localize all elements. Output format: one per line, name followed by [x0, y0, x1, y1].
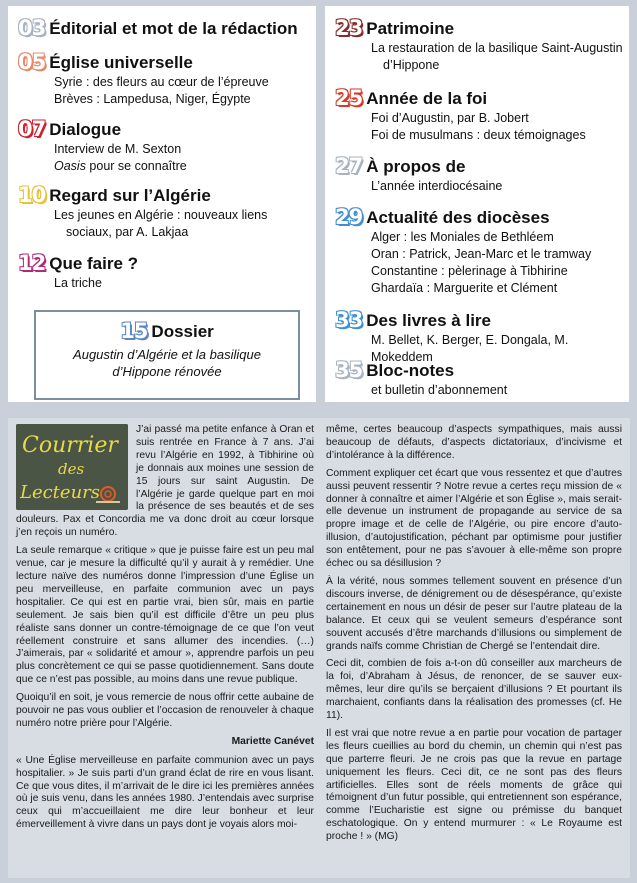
oasis-title: Oasis — [54, 159, 86, 173]
toc-entry-eglise[interactable] — [18, 50, 310, 108]
section-subtitle: Alger : les Moniales de Bethléem — [371, 230, 554, 244]
section-subtitle: La restauration de la basilique Saint-Augustin — [371, 41, 623, 55]
letter-paragraph: même, certes beaucoup d’aspects sympathiques, mais aussi beaucoup de défauts, d’aspects dictatoriaux, d’incivisme et d’intolérance à la différence. — [326, 424, 622, 461]
section-title: Des livres à lire — [366, 311, 491, 330]
toc-entry-patrimoine[interactable] — [335, 16, 623, 74]
letter-paragraph: Quoiqu’il en soit, je vous remercie de nous offrir cette aubaine de pouvoir ne pas vous oublier et l’occasion de renouveler à chaque numéro notre prière pour l’Algérie. — [16, 692, 314, 729]
page-number: 07 — [18, 117, 46, 141]
section-title: Dialogue — [49, 120, 122, 139]
section-title: Église universelle — [49, 53, 193, 72]
section-subtitle: La triche — [54, 276, 102, 290]
section-title: Année de la foi — [366, 89, 488, 108]
section-subtitle: d’Hippone — [383, 58, 440, 72]
dossier-box[interactable] — [34, 310, 300, 400]
logo-line2: des — [58, 460, 85, 478]
logo-line3: Lecteurs — [20, 482, 101, 503]
dossier-subtitle — [36, 346, 298, 380]
toc-entry-que-faire[interactable] — [18, 251, 310, 292]
page-number: 15 — [120, 319, 148, 343]
page-number: 12 — [18, 251, 46, 275]
section-subtitle: L’année interdiocésaine — [371, 179, 503, 193]
section-subtitle: Foi de musulmans : deux témoignages — [371, 128, 586, 142]
section-subtitle — [18, 158, 310, 175]
page-number: 33 — [335, 308, 363, 332]
courrier-des-lecteurs-logo — [16, 424, 128, 510]
section-title: Éditorial et mot de la rédaction — [49, 19, 298, 38]
page-number: 25 — [335, 86, 363, 110]
section-title: Bloc-notes — [366, 361, 455, 380]
letter-signature: Mariette Canévet — [231, 735, 314, 747]
letter-paragraph: Il est vrai que notre revue a en partie pour vocation de partager les fleurs cueillies au bord du chemin, un chemin qui n’est pas que parterre fleuri. Je ne crois pas que la revue en partage uniquement les fleurs. Ceci dit, ce ne sont pas des fleurs artificielles. Elles sont de réels moments de grâce qui témoignent d’un futur possible, qui entretiennent son espérance, comme l’Eucharistie est signe ou prémisse du banquet eschatologique. On y entend murmurer : « Le Royaume est proche ! » (MG) — [326, 727, 622, 843]
logo-artwork — [16, 424, 128, 510]
section-subtitle: M. Bellet, K. Berger, E. Dongala, M. Mokeddem — [371, 333, 569, 364]
toc-entry-dialogue[interactable] — [18, 117, 310, 175]
page-number: 10 — [18, 183, 46, 207]
dossier-title: Dossier — [151, 322, 214, 341]
page-number: 23 — [335, 16, 363, 40]
toc-left-column — [8, 6, 316, 402]
toc-entry-annee-foi[interactable] — [335, 86, 623, 144]
letter-paragraph: Comment expliquer cet écart que vous ressentez et que d’autres aussi peuvent ressentir ? Notre revue a certes reçu mission de « donner à connaître et aimer l’Algérie et son Église », mais serait-elle devenue un instrument de propagande au service de sa propre image et de celle de l’Algérie, ou pire encore d’auto-illusion, d’autojustification, péchant par optimisme pour justifier son entêtement, pour ne pas s’avouer à elle-même son propre échec ou sa désillusion ? — [326, 467, 622, 570]
letters-column-left — [16, 424, 314, 837]
page-number: 03 — [18, 16, 46, 40]
section-subtitle: Foi d’Augustin, par B. Jobert — [371, 111, 529, 125]
section-title: Regard sur l’Algérie — [49, 186, 211, 205]
toc-entry-a-propos[interactable] — [335, 154, 623, 195]
toc-entry-regard[interactable] — [18, 183, 310, 241]
section-subtitle: Les jeunes en Algérie : nouveaux liens — [54, 208, 268, 222]
dossier-subtitle-line2: d’Hippone rénovée — [112, 364, 222, 379]
section-subtitle: Syrie : des fleurs au cœur de l’épreuve — [54, 75, 269, 89]
letters-column-right — [326, 424, 622, 849]
section-subtitle: sociaux, par A. Lakjaa — [66, 225, 189, 239]
page-number: 35 — [335, 358, 363, 382]
section-title: Que faire ? — [49, 254, 139, 273]
section-subtitle: Oran : Patrick, Jean-Marc et le tramway — [371, 247, 592, 261]
dossier-subtitle-line1: Augustin d’Algérie et la basilique — [73, 347, 261, 362]
section-title: Actualité des diocèses — [366, 208, 550, 227]
section-title: À propos de — [366, 157, 466, 176]
section-subtitle-rest: pour se connaître — [85, 159, 187, 173]
letter-paragraph: La seule remarque « critique » que je puisse faire est un peu mal venue, car je mesure la difficulté qu’il y aurait à y remédier. Une lecture naïve des numéros donne l’impression d’une Église un peu merveilleuse, en parfaite communion avec un pays hospitalier. Ce qui est en partie vrai, bien sûr, mais en partie seulement. Je sais bien qu’il est difficile d’être un peu plus réaliste sans donner un contre-témoignage de ce que l’on veut réellement construire et sans allumer des incendies. (…) J’aimerais, par « solidarité et amour », apprendre parfois un peu plus concrètement ce qui se passe quotidiennement. Sans doute que ce n’est pas possible, au moins dans une revue publique. — [16, 545, 314, 686]
letter-paragraph: À la vérité, nous sommes tellement souvent en présence d’un discours inverse, de dénigrement ou de désespérance, qu’existe certainement en nous un désir de peser sur l’autre plateau de la balance. Et ceux qui se veulent semeurs d’espérance sont souvent accusés d’être marchands d’illusions ou simplement de grands naïfs comme Christian de Chergé se l’entendait dire. — [326, 575, 622, 652]
table-of-contents — [0, 0, 637, 410]
logo-line1: Courrier — [22, 433, 118, 458]
letters-section — [8, 418, 630, 878]
section-subtitle: et bulletin d’abonnement — [371, 383, 508, 397]
section-subtitle: Interview de M. Sexton — [54, 142, 182, 156]
toc-entry-editorial[interactable] — [18, 16, 310, 40]
toc-right-column — [325, 6, 629, 402]
section-subtitle: Ghardaïa : Marguerite et Clément — [371, 281, 558, 295]
page-number: 05 — [18, 50, 46, 74]
letter-paragraph: J’ai passé ma petite enfance à Oran et suis rentrée en France à 7 ans. J’ai revu l’Algérie en 1992, à Tibhirine où je donnais aux moines une session de 15 jours sur saint Augustin. De l’Algérie je garde quelque part en moi la présence de ses beautés et de ses douleurs. Pax et Concordia me va donc droit au cœur lorsque j’en reçois un numéro. — [16, 424, 314, 539]
section-title: Patrimoine — [366, 19, 455, 38]
toc-entry-actualite[interactable] — [335, 205, 623, 297]
letter-paragraph: Ceci dit, combien de fois a-t-on dû conseiller aux marcheurs de la foi, d’Abraham à Jésus, de renoncer, de se sauver eux-mêmes, leur dire qu’ils se berçaient d’illusions ? Et pourtant ils marchaient, confiants dans la réalisation des promesses (cf. He 11). — [326, 658, 622, 722]
letter-paragraph: « Une Église merveilleuse en parfaite communion avec un pays hospitalier. » Je suis parti d’un grand éclat de rire en vous lisant. Ce que vous dites, il m’arrivait de le dire ici les premières années où je suis venu, dans les années 1980. J’entendais avec surprise ceux qui m’accueillaient me dire leur bonheur et leur émerveillement à vivre dans un pays dont je voyais alors moi- — [16, 754, 314, 831]
toc-entry-bloc-notes[interactable] — [335, 358, 623, 399]
page-number: 27 — [335, 154, 363, 178]
section-subtitle: Constantine : pèlerinage à Tibhirine — [371, 264, 568, 278]
section-subtitle: Brèves : Lampedusa, Niger, Égypte — [54, 92, 251, 106]
page-number: 29 — [335, 205, 363, 229]
